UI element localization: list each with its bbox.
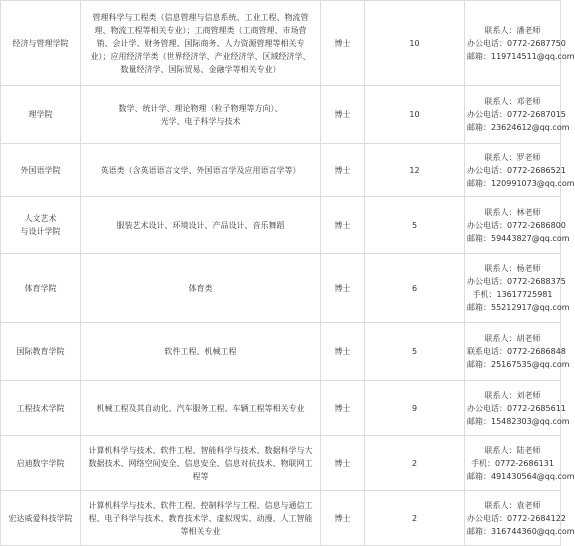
contact-line: 邮箱：15482303@qq.com [467, 416, 570, 426]
majors-line: 程、电子科学与技术、教育技术学、虚拟现实、动漫、人工智能 [88, 513, 313, 523]
contact-line: 联系人：罗老师 [484, 152, 541, 162]
majors-cell [81, 381, 321, 436]
degree-cell: 博士 [321, 436, 365, 491]
majors-line: 机械工程及其自动化、汽车服务工程、车辆工程等相关专业 [96, 403, 305, 413]
majors-line: 等相关专业 [180, 526, 221, 536]
contact-line: 邮箱：25167535@qq.com [467, 360, 570, 369]
contact-line: 办公电话：0772-2688375 [467, 277, 566, 286]
majors-line: 数据技术、网络空间安全、信息安全、信息对抗技术、物联网工 [88, 458, 313, 468]
contact-line: 邮箱：23624612@qq.com [467, 123, 570, 132]
table-body [1, 1, 575, 546]
count-cell: 5 [365, 197, 465, 254]
contact-line: 办公电话：0772-2684122 [467, 513, 566, 523]
contact-line: 联系电话：0772-2686848 [467, 347, 566, 356]
degree-cell: 博士 [321, 254, 365, 323]
college-cell [1, 323, 81, 381]
table-row [1, 144, 561, 197]
contact-line: 手机：13617725981 [472, 290, 553, 299]
table-row [1, 254, 561, 323]
degree-cell: 博士 [321, 1, 365, 86]
majors-line: 光学、电子科学与技术 [160, 116, 241, 126]
majors-cell [81, 436, 321, 491]
college-cell [1, 491, 81, 546]
college-name-line: 人文艺术 [24, 214, 57, 223]
contact-line: 办公电话：0772-2685611 [467, 403, 566, 413]
degree-cell: 博士 [321, 491, 365, 546]
degree-cell: 博士 [321, 197, 365, 254]
college-name-line: 外国语学院 [20, 165, 61, 175]
college-name-line: 启迪数字学院 [16, 458, 65, 468]
college-cell [1, 144, 81, 197]
count-cell: 10 [365, 1, 465, 86]
contact-line: 联系人：胡老师 [484, 334, 541, 343]
contact-cell [465, 197, 570, 254]
majors-line: 服装艺术设计、环境设计、产品设计、音乐舞蹈 [116, 220, 285, 230]
majors-cell [81, 254, 321, 323]
contact-cell [465, 436, 575, 491]
majors-line: 理、物流工程等相关专业）；工商管理类（工商管理、市场营 [94, 25, 307, 35]
contact-line: 联系人：刘老师 [484, 390, 541, 400]
college-cell [1, 197, 81, 254]
contact-cell [465, 491, 575, 546]
college-cell [1, 381, 81, 436]
college-cell [1, 86, 81, 144]
majors-line: 业）；应用经济学类（世界经济学、产业经济学、区域经济学、 [90, 51, 311, 61]
majors-line: 英语类（含英语语言文学、外国语言学及应用语言学等） [100, 165, 301, 175]
contact-cell [465, 254, 570, 323]
majors-line: 数学、统计学、理论物理（粒子物理等方向）、 [118, 103, 283, 113]
contact-line: 邮箱：491430564@qq.com [467, 471, 575, 481]
majors-line: 销、会计学、财务管理、国际商务、人力资源管理等相关专 [96, 38, 305, 48]
majors-line: 计算机科学与技术、软件工程、控制科学与工程、信息与通信工 [88, 500, 313, 510]
contact-line: 邮箱：59443827@qq.com [467, 233, 570, 243]
degree-cell: 博士 [321, 381, 365, 436]
contact-line: 联系人：林老师 [484, 207, 541, 217]
majors-cell [81, 86, 321, 144]
contact-line: 邮箱：55212917@qq.com [467, 303, 570, 312]
contact-line: 联系人：袁老师 [484, 500, 541, 510]
college-name-line: 经济与管理学院 [12, 38, 69, 48]
college-cell [1, 436, 81, 491]
table-row [1, 86, 561, 144]
contact-cell [465, 323, 570, 381]
majors-line: 数量经济学、国际贸易、金融学等相关专业） [120, 64, 281, 74]
contact-line: 手机：0772-2686131 [471, 458, 554, 468]
college-cell [1, 1, 81, 86]
majors-cell [81, 491, 321, 546]
count-cell: 2 [365, 491, 465, 546]
contact-line: 邮箱：119714511@qq.com [467, 51, 575, 61]
majors-line: 程等 [192, 471, 209, 481]
degree-cell: 博士 [321, 323, 365, 381]
degree-cell: 博士 [321, 86, 365, 144]
contact-cell [465, 86, 570, 144]
table-row [1, 323, 561, 381]
count-cell: 6 [365, 254, 465, 323]
table-row [1, 1, 561, 86]
count-cell: 10 [365, 86, 465, 144]
majors-line: 管理科学与工程类（信息管理与信息系统、工业工程、物流管 [92, 12, 309, 22]
contact-line: 邮箱：316744360@qq.com [467, 526, 575, 536]
majors-line: 软件工程、机械工程 [164, 347, 237, 356]
count-cell: 9 [365, 381, 465, 436]
table-row [1, 381, 561, 436]
table-row [1, 197, 561, 254]
majors-cell [81, 1, 321, 86]
college-cell [1, 254, 81, 323]
college-name-line: 与设计学院 [20, 227, 61, 236]
contact-line: 邮箱：120991073@qq.com [467, 178, 575, 188]
contact-line: 办公电话：0772-2686800 [467, 220, 566, 230]
table-row [1, 491, 561, 546]
count-cell: 2 [365, 436, 465, 491]
majors-line: 体育类 [188, 283, 213, 293]
majors-line: 计算机科学与技术、软件工程、智能科学与技术、数据科学与大 [88, 445, 313, 455]
contact-line: 联系人：陆老师 [484, 445, 541, 455]
contact-line: 办公电话：0772-2687750 [467, 38, 566, 48]
contact-cell [465, 1, 575, 86]
college-name-line: 体育学院 [24, 283, 57, 293]
table-row [1, 436, 561, 491]
college-name-line: 工程技术学院 [16, 403, 65, 413]
contact-line: 联系人：杨老师 [484, 264, 541, 273]
count-cell: 12 [365, 144, 465, 197]
contact-line: 办公电话：0772-2686521 [467, 165, 566, 175]
contact-cell [465, 381, 570, 436]
college-name-line: 国际教育学院 [16, 347, 65, 356]
count-cell: 5 [365, 323, 465, 381]
contact-line: 办公电话：0772-2687015 [467, 110, 566, 119]
contact-line: 联系人：邓老师 [484, 97, 541, 106]
majors-cell [81, 144, 321, 197]
college-name-line: 理学院 [28, 110, 53, 119]
contact-cell [465, 144, 575, 197]
college-name-line: 宏达威爱科技学院 [8, 513, 73, 523]
contact-line: 联系人：潘老师 [484, 25, 541, 35]
majors-cell [81, 323, 321, 381]
degree-cell: 博士 [321, 144, 365, 197]
majors-cell [81, 197, 321, 254]
